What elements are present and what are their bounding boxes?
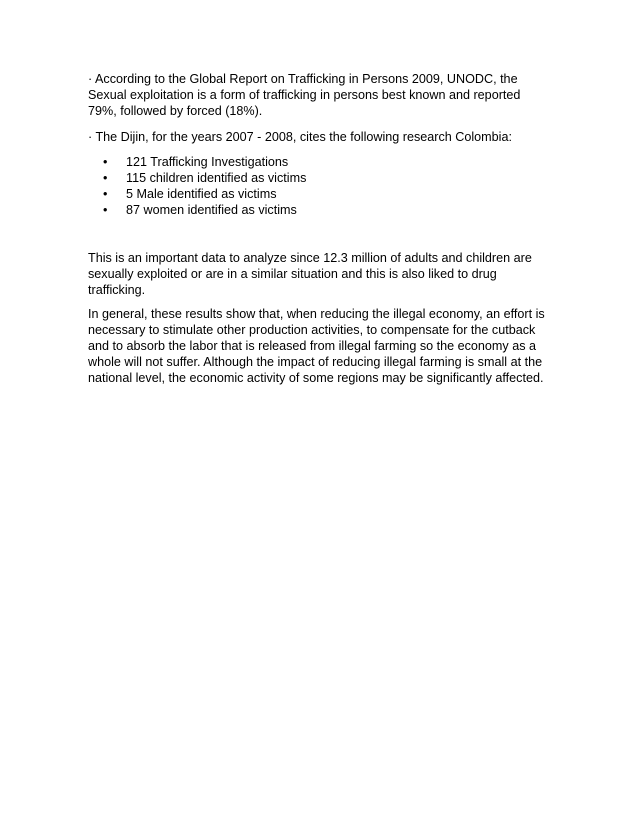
research-bullet-list: [88, 154, 550, 218]
bullet-icon: •: [103, 155, 108, 169]
paragraph-unodc-report: · According to the Global Report on Trafficking in Persons 2009, UNODC, the Sexual exploitation is a form of trafficking in persons best known and reported 79%, followed by forced (18%).: [88, 72, 521, 118]
bullet-icon: •: [103, 187, 108, 201]
paragraph-spacer: [88, 218, 550, 250]
paragraph-exploitation-data: This is an important data to analyze since 12.3 million of adults and children are sexually exploited or are in a similar situation and this is also liked to drug trafficking.: [88, 251, 532, 297]
list-item: [103, 154, 550, 170]
bullet-icon: •: [103, 171, 108, 185]
list-item-text: 121 Trafficking Investigations: [126, 155, 289, 169]
list-item-text: 115 children identified as victims: [126, 171, 307, 185]
list-item: [103, 202, 550, 218]
paragraph-dijin-research: · The Dijin, for the years 2007 - 2008, cites the following research Colombia:: [88, 130, 512, 144]
document-body: [88, 71, 550, 386]
paragraph-illegal-economy: In general, these results show that, when reducing the illegal economy, an effort is necessary to stimulate other production activities, to compensate for the cutback and to absorb the labor that is released from illegal farming so the economy as a whole will not suffer. Although the impact of reducing illegal farming is small at the national level, the economic activity of some regions may be significantly affected.: [88, 307, 545, 385]
list-item: [103, 170, 550, 186]
list-item-text: 5 Male identified as victims: [126, 187, 277, 201]
list-item-text: 87 women identified as victims: [126, 203, 297, 217]
bullet-icon: •: [103, 203, 108, 217]
list-item: [103, 186, 550, 202]
